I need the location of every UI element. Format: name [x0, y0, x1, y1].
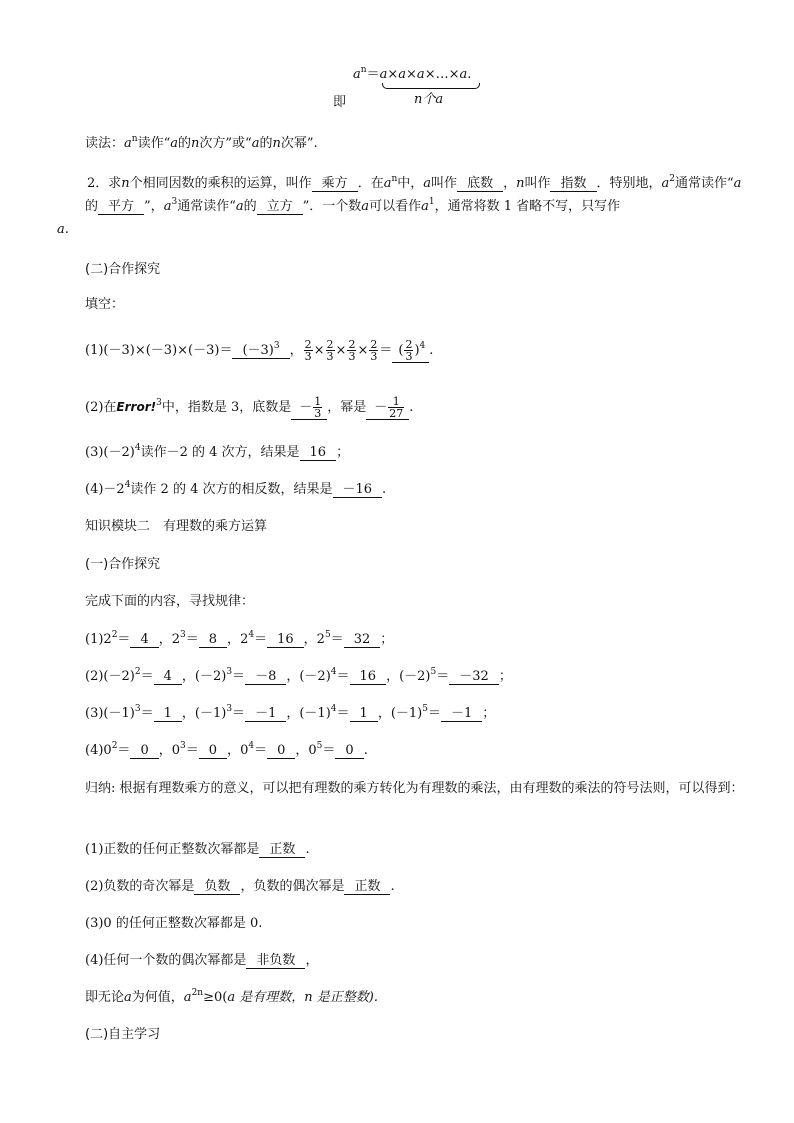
formula-factor: a — [379, 67, 388, 82]
separator: ， — [386, 669, 400, 684]
reading-text: 次方”或“ — [199, 136, 252, 151]
summary-2 — [85, 879, 395, 895]
equals-sign: ＝ — [185, 632, 199, 647]
q4-exp: 4 — [124, 480, 131, 490]
answer-blank: －8 — [245, 670, 286, 685]
fraction-den: 3 — [405, 350, 413, 363]
pattern-row-1 — [85, 632, 393, 648]
summary-exp: 2n — [191, 988, 204, 998]
times-sign: × — [357, 343, 369, 358]
item2-text: ”， — [144, 199, 164, 214]
power-exp: 3 — [134, 704, 141, 714]
q4-text: . — [382, 482, 387, 497]
fraction — [326, 339, 335, 362]
summary-intro: 归纳: 根据有理数乘方的意义，可以把有理数的乘方转化为有理数的乘法，由有理数的乘法的符号法则，可以得到： — [85, 781, 744, 796]
answer-blank: 16 — [267, 633, 304, 648]
separator: ， — [227, 632, 241, 647]
item2-text: ，通常将数 1 省略不写，只写作 — [434, 199, 621, 214]
pattern-row-2 — [85, 669, 512, 685]
separator: ， — [158, 743, 172, 758]
summary-text: a — [183, 990, 192, 1005]
separator: ， — [158, 632, 172, 647]
row-end: ； — [498, 669, 512, 684]
answer-blank — [291, 396, 327, 420]
intro-text: 完成下面的内容，寻找规律： — [85, 594, 255, 609]
fraction — [313, 396, 322, 419]
power-base: (3)(－1) — [85, 706, 135, 721]
equals-sign: ＝ — [117, 743, 131, 758]
fraction — [404, 339, 413, 362]
formula-lhs: a — [353, 67, 361, 82]
summary-text: 即无论 — [85, 990, 125, 1005]
answer-blank: －32 — [449, 670, 499, 685]
item2-text: a — [361, 199, 370, 214]
q2-text: 中，指数是 3，底数是 — [161, 400, 292, 415]
answer-blank: －1 — [441, 707, 482, 722]
answer-blank: ( $\frac{2}{3}$ )$^4$ — [392, 339, 429, 363]
answer-blank: 0 — [130, 744, 158, 759]
item2-text: a — [57, 222, 65, 237]
q1-answer: (－3) — [242, 343, 274, 358]
power-base: (－1) — [299, 706, 331, 721]
item2-text: . — [64, 222, 69, 237]
formula-lhs-exp: n — [360, 65, 367, 75]
item2-text: a — [383, 176, 392, 191]
summary-text: a — [227, 990, 236, 1005]
power-base: (1)2 — [85, 632, 112, 647]
formula-ellipsis: … — [435, 67, 449, 82]
item2-text: 通常读作“ — [675, 176, 734, 191]
formula-factor: a — [416, 67, 425, 82]
underbrace — [382, 83, 480, 89]
summary-4 — [85, 953, 318, 969]
answer-blank: 4 — [154, 670, 182, 685]
fraction-num: 2 — [348, 338, 356, 351]
q2-text: . — [409, 400, 414, 415]
power-base: (2)(－2) — [85, 669, 135, 684]
reading-text: a — [170, 136, 178, 151]
item2-text: n — [121, 176, 130, 191]
equals-sign: ＝ — [140, 669, 154, 684]
power-exp: 4 — [330, 667, 337, 677]
equals-sign: ＝ — [330, 632, 344, 647]
q3-text: ； — [336, 445, 350, 460]
item2-exp: 2 — [669, 174, 676, 184]
equals-sign: ＝ — [322, 743, 336, 758]
answer-blank: 底数 — [457, 177, 503, 192]
fraction — [369, 339, 378, 362]
underbrace-label: n个a — [414, 92, 444, 107]
q4-text: (4)－2 — [85, 482, 125, 497]
module-title: 知识模块二 有理数的乘方运算 — [85, 519, 268, 534]
separator: ， — [286, 706, 300, 721]
power-exp: 3 — [226, 704, 233, 714]
answer-blank — [232, 341, 289, 359]
power-exp: 3 — [226, 667, 233, 677]
q2-text: (2)在 — [85, 400, 117, 415]
fraction-num: 2 — [326, 338, 334, 351]
item2-text: 可以看作 — [369, 199, 422, 214]
answer-blank: 8 — [199, 633, 227, 648]
q3-text: 读作－2 的 4 次方，结果是 — [140, 445, 300, 460]
separator: ， — [303, 632, 317, 647]
fraction-den: 3 — [314, 407, 322, 420]
answer-blank: 0 — [267, 744, 295, 759]
item2-text: 的 — [85, 199, 99, 214]
power-exp: 4 — [330, 704, 337, 714]
q3-text: (3)(－2) — [85, 445, 135, 460]
summary-text: (2)负数的奇次幂是 — [85, 879, 195, 894]
answer-blank: 16 — [300, 446, 337, 461]
formula-factor: a — [398, 67, 407, 82]
fraction — [388, 396, 404, 419]
pattern-row-3 — [85, 706, 495, 722]
answer-blank: 立方 — [257, 200, 303, 215]
q1-text: . — [429, 343, 434, 358]
answer-blank — [366, 396, 409, 420]
item2-text: ”．一个数 — [302, 199, 362, 214]
answer-blank: 1 — [154, 707, 182, 722]
summary-3: (3)0 的任何正整数次幂都是 0. — [85, 916, 263, 931]
summary-text: 为何值， — [131, 990, 184, 1005]
row-end: . — [363, 743, 368, 758]
power-base: 2 — [316, 632, 325, 647]
section-title: (二)自主学习 — [85, 1027, 161, 1042]
power-base: 2 — [171, 632, 181, 647]
power-base: 0 — [308, 743, 317, 758]
fraction-den: 27 — [389, 407, 404, 420]
separator: ， — [295, 743, 309, 758]
equals-sign: ＝ — [254, 632, 268, 647]
reading-line — [85, 136, 318, 152]
summary-text: a — [124, 990, 132, 1005]
q1-text: (1)(－3)×(－3)×(－3)＝ — [85, 343, 233, 358]
formula-times: × — [406, 67, 417, 82]
power-exp: 2 — [111, 630, 118, 640]
row-end: ； — [482, 706, 496, 721]
power-base: (－1) — [194, 706, 227, 721]
formula-prefix: 即 — [333, 95, 347, 110]
item2-exp: n — [391, 174, 398, 184]
formula-factor: a — [459, 67, 468, 82]
power-base: 0 — [240, 743, 249, 758]
item2-text: 叫作 — [431, 176, 458, 191]
power-exp: 2 — [134, 667, 141, 677]
power-exp: 3 — [180, 630, 186, 640]
equals-sign: ＝ — [185, 743, 199, 758]
power-base: (－2) — [399, 669, 431, 684]
fraction-den: 3 — [348, 350, 356, 363]
summary-text: ≥0( — [203, 990, 228, 1005]
reading-text: 读作“ — [137, 136, 171, 151]
q2-answer-sign: － — [374, 400, 388, 415]
answer-blank: 指数 — [550, 177, 596, 192]
power-base: 0 — [171, 743, 181, 758]
equals-sign: ＝ — [232, 706, 246, 721]
row-end: ； — [380, 632, 394, 647]
q1-text: ， — [289, 343, 303, 358]
answer-blank: 4 — [130, 633, 158, 648]
fraction-num: 2 — [304, 338, 312, 351]
q2-text: ，幂是 — [327, 400, 367, 415]
power-base: 2 — [240, 632, 249, 647]
times-sign: × — [335, 343, 347, 358]
item2-text: 2．求 — [87, 176, 122, 191]
item2-text: ．特别地， — [596, 176, 662, 191]
power-exp: 5 — [430, 667, 437, 677]
section-title: (二)合作探究 — [85, 262, 161, 277]
separator: ， — [181, 706, 195, 721]
answer-blank: 16 — [350, 670, 387, 685]
fraction-num: 2 — [405, 338, 413, 351]
equals-sign: ＝ — [117, 632, 131, 647]
question-1 — [85, 336, 433, 366]
answer-blank: 32 — [344, 633, 381, 648]
formula-times: × — [424, 67, 436, 82]
fraction-num: 2 — [370, 338, 378, 351]
equals-sign: ＝ — [140, 706, 154, 721]
separator: ， — [377, 706, 391, 721]
item2-text: 的 — [243, 199, 257, 214]
answer-blank: 正数 — [259, 843, 305, 858]
fraction-den: 3 — [304, 350, 312, 363]
power-exp: 5 — [316, 741, 323, 751]
question-4 — [85, 482, 386, 498]
equals-sign: ＝ — [336, 706, 350, 721]
power-exp: 5 — [422, 704, 428, 714]
equals-sign: ＝ — [436, 669, 450, 684]
fraction-den: 3 — [370, 350, 378, 363]
item2-text: a — [421, 199, 429, 214]
q3-exp: 4 — [134, 443, 141, 453]
reading-label: 读法： — [85, 136, 125, 151]
pattern-row-4 — [85, 743, 368, 759]
equals-sign: ＝ — [427, 706, 441, 721]
answer-blank: 乘方 — [312, 177, 358, 192]
equals-sign: ＝ — [336, 669, 350, 684]
equals-sign: ＝ — [254, 743, 268, 758]
q2-answer-sign: － — [299, 400, 313, 415]
error-field: Error! — [116, 400, 157, 414]
reading-text: n — [272, 136, 281, 151]
summary-text: (4)任何一个数的偶次幂都是 — [85, 953, 247, 968]
reading-text: a — [251, 136, 260, 151]
answer-blank: －16 — [333, 483, 383, 498]
answer-blank: 非负数 — [246, 954, 305, 969]
formula-times: × — [387, 67, 399, 82]
item2-text: 中， — [397, 176, 424, 191]
answer-blank: 负数 — [194, 880, 240, 895]
fraction — [347, 339, 356, 362]
item2-text: a — [661, 176, 670, 191]
formula-times: × — [448, 67, 460, 82]
item2-text: ， — [503, 176, 517, 191]
answer-blank: －1 — [245, 707, 286, 722]
item2-text: a — [235, 199, 244, 214]
summary-text: 是正整数). — [312, 990, 378, 1005]
formula-period: . — [467, 67, 472, 82]
question-3 — [85, 445, 349, 461]
section-title: (一)合作探究 — [85, 557, 161, 572]
fraction-num: 1 — [314, 395, 322, 408]
power-base: (4)0 — [85, 743, 112, 758]
item2-text: 个相同因数的乘积的运算，叫作 — [129, 176, 312, 191]
item2-text: 通常读作“ — [177, 199, 236, 214]
summary-text: ，负数的偶次幂是 — [240, 879, 345, 894]
fraction-num: 1 — [388, 396, 404, 408]
equals-sign: ＝ — [379, 343, 393, 358]
item2-text: n — [516, 176, 525, 191]
answer-blank: 1 — [350, 707, 378, 722]
reading-text: 的 — [259, 136, 273, 151]
fraction — [304, 339, 313, 362]
power-exp: 4 — [248, 630, 255, 640]
reading-base: a — [124, 136, 132, 151]
summary-5 — [85, 990, 378, 1006]
reading-text: 的 — [178, 136, 192, 151]
power-exp: 3 — [180, 741, 186, 751]
answer-blank: 0 — [335, 744, 363, 759]
summary-text: n — [304, 990, 313, 1005]
formula-eq: ＝ — [366, 67, 380, 82]
summary-text: 是有理数， — [235, 990, 305, 1005]
separator: ， — [227, 743, 241, 758]
reading-exp: n — [131, 134, 138, 144]
item2-text: a — [733, 176, 742, 191]
summary-text: ， — [305, 953, 319, 968]
summary-text: . — [305, 842, 310, 857]
equals-sign: ＝ — [232, 669, 246, 684]
power-exp: 2 — [111, 741, 118, 751]
item2-text: 叫作 — [524, 176, 551, 191]
reading-text: n — [191, 136, 200, 151]
formula-line — [353, 67, 471, 83]
times-sign: × — [313, 343, 325, 358]
answer-blank: 平方 — [98, 200, 144, 215]
power-exp: 4 — [248, 741, 255, 751]
item2-exp: 3 — [171, 197, 178, 207]
answer-blank: 0 — [199, 744, 227, 759]
separator: ， — [286, 669, 300, 684]
error-exp: 3 — [156, 398, 162, 408]
fill-label: 填空： — [85, 297, 125, 312]
question-2 — [85, 392, 413, 423]
item2-paragraph — [57, 172, 745, 241]
q4-text: 读作 2 的 4 次方的相反数，结果是 — [130, 482, 333, 497]
q1-answer-exp: 3 — [273, 341, 280, 351]
power-base: (－2) — [194, 669, 227, 684]
power-base: (－2) — [299, 669, 331, 684]
separator: ， — [181, 669, 195, 684]
power-base: (－1) — [390, 706, 423, 721]
q1-answer-exp: 4 — [419, 341, 426, 351]
item2-text: a — [423, 176, 432, 191]
item2-text: a — [163, 199, 172, 214]
summary-text: (1)正数的任何正整数次幂都是 — [85, 842, 260, 857]
summary-text: . — [390, 879, 395, 894]
item2-text: ．在 — [357, 176, 384, 191]
answer-blank: 正数 — [344, 880, 390, 895]
summary-1 — [85, 842, 310, 858]
item2-exp: 1 — [428, 197, 435, 207]
reading-text: 次幂”. — [280, 136, 318, 151]
power-exp: 5 — [324, 630, 331, 640]
fraction-den: 3 — [326, 350, 334, 363]
